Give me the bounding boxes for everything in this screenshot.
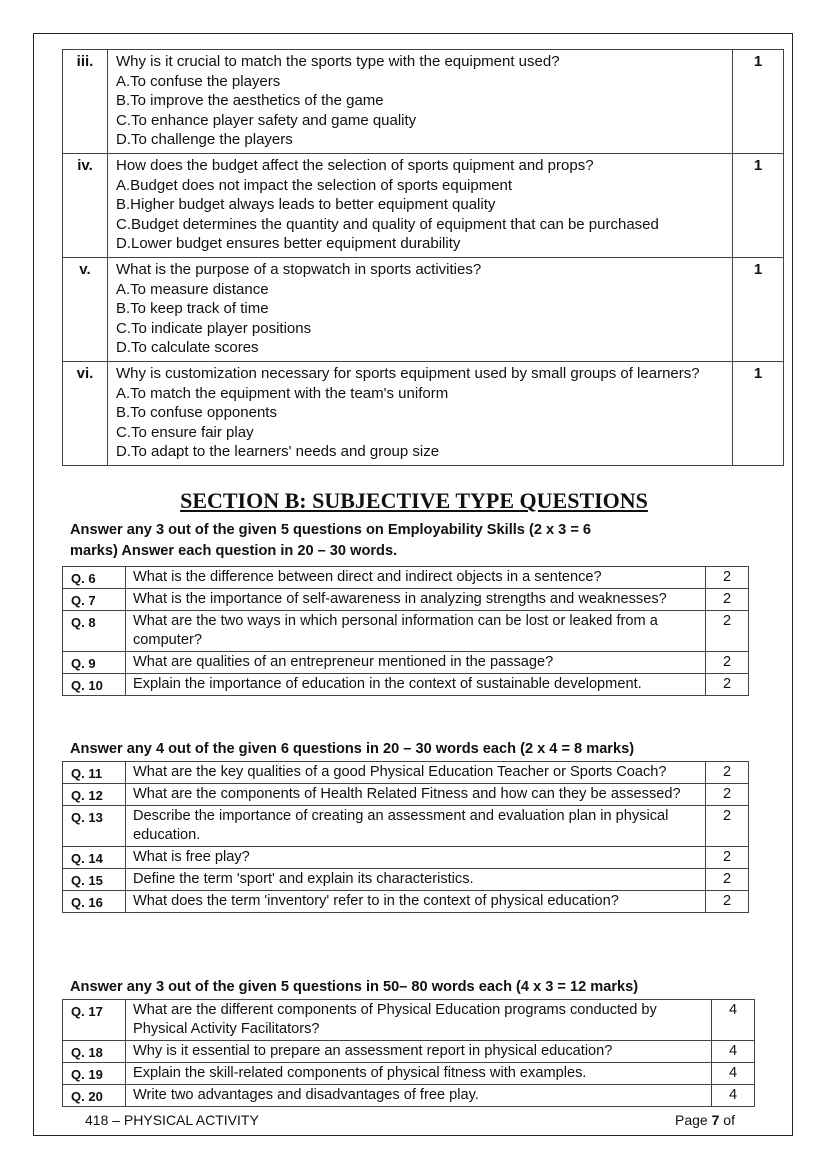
marks: 2 bbox=[706, 611, 749, 652]
page-number: 7 bbox=[711, 1112, 720, 1128]
question-cell bbox=[108, 257, 733, 361]
question-text: Define the term 'sport' and explain its characteristics. bbox=[126, 869, 706, 891]
question-text: Why is it crucial to match the sports type with the equipment used? bbox=[116, 53, 560, 70]
instruction-group3: Answer any 3 out of the given 5 questions in 50– 80 words each (4 x 3 = 12 marks) bbox=[70, 979, 639, 995]
question-number: Q. 12 bbox=[63, 784, 126, 806]
question-number: Q. 20 bbox=[63, 1085, 126, 1107]
marks: 4 bbox=[712, 1000, 755, 1041]
option-c: C.To enhance player safety and game quality bbox=[116, 111, 417, 129]
option-b: B.To confuse opponents bbox=[116, 404, 277, 422]
option-c: C.To ensure fair play bbox=[116, 423, 254, 441]
table-row bbox=[63, 1063, 755, 1085]
marks: 2 bbox=[706, 891, 749, 913]
instruction-group2: Answer any 4 out of the given 6 questions in 20 – 30 words each (2 x 4 = 8 marks) bbox=[70, 741, 635, 757]
option-b: B.To improve the aesthetics of the game bbox=[116, 92, 384, 110]
question-text: What is the purpose of a stopwatch in sports activities? bbox=[116, 260, 482, 278]
instruction-line: Answer any 3 out of the given 5 questions on Employability Skills (2 x 3 = 6 bbox=[70, 522, 592, 538]
question-text: What are the two ways in which personal information can be lost or leaked from a computer? bbox=[126, 611, 706, 652]
table-row bbox=[63, 869, 749, 891]
mcq-row bbox=[63, 50, 784, 154]
option-a: A.To match the equipment with the team's uniform bbox=[116, 384, 449, 402]
marks: 4 bbox=[712, 1041, 755, 1063]
marks: 1 bbox=[733, 153, 784, 257]
marks: 4 bbox=[712, 1085, 755, 1107]
question-number: Q. 11 bbox=[63, 762, 126, 784]
question-number: vi. bbox=[63, 361, 108, 465]
marks: 2 bbox=[706, 674, 749, 696]
table-row bbox=[63, 762, 749, 784]
question-number: v. bbox=[63, 257, 108, 361]
question-cell bbox=[108, 153, 733, 257]
question-text: Explain the skill-related components of physical fitness with examples. bbox=[126, 1063, 712, 1085]
question-text: How does the budget affect the selection of sports quipment and props? bbox=[116, 156, 594, 174]
question-text: Why is it essential to prepare an assessment report in physical education? bbox=[126, 1041, 712, 1063]
question-text: Why is customization necessary for sports equipment used by small groups of learners? bbox=[116, 364, 700, 382]
question-number: Q. 10 bbox=[63, 674, 126, 696]
question-number: Q. 16 bbox=[63, 891, 126, 913]
table-row bbox=[63, 891, 749, 913]
question-number: Q. 7 bbox=[63, 589, 126, 611]
question-text: What is the difference between direct and indirect objects in a sentence? bbox=[126, 567, 706, 589]
question-text: Describe the importance of creating an assessment and evaluation plan in physical education. bbox=[126, 806, 706, 847]
marks: 2 bbox=[706, 869, 749, 891]
mcq-table bbox=[62, 49, 784, 466]
question-text: Explain the importance of education in the context of sustainable development. bbox=[126, 674, 706, 696]
table-row bbox=[63, 847, 749, 869]
option-d: D.Lower budget ensures better equipment durability bbox=[116, 235, 461, 253]
option-b: B.Higher budget always leads to better equipment quality bbox=[116, 196, 496, 214]
question-number: Q. 14 bbox=[63, 847, 126, 869]
question-cell bbox=[108, 361, 733, 465]
table-row bbox=[63, 784, 749, 806]
employability-questions-table bbox=[62, 566, 749, 696]
option-a: A.Budget does not impact the selection of sports equipment bbox=[116, 176, 513, 194]
question-text: What is the importance of self-awareness in analyzing strengths and weaknesses? bbox=[126, 589, 706, 611]
marks: 2 bbox=[706, 589, 749, 611]
table-row bbox=[63, 1000, 755, 1041]
marks: 1 bbox=[733, 361, 784, 465]
question-number: iii. bbox=[63, 50, 108, 154]
long-answer-questions-table bbox=[62, 999, 755, 1107]
marks: 2 bbox=[706, 762, 749, 784]
table-row bbox=[63, 674, 749, 696]
table-row bbox=[63, 567, 749, 589]
page-suffix: of bbox=[723, 1112, 735, 1128]
mcq-row bbox=[63, 153, 784, 257]
mcq-row bbox=[63, 361, 784, 465]
question-text: What are the different components of Physical Education programs conducted by Physical Activity Facilitators? bbox=[126, 1000, 712, 1041]
option-d: D.To adapt to the learners' needs and group size bbox=[116, 443, 440, 461]
marks: 2 bbox=[706, 567, 749, 589]
physical-education-questions-table bbox=[62, 761, 749, 913]
question-number: Q. 8 bbox=[63, 611, 126, 652]
table-row bbox=[63, 806, 749, 847]
question-number: Q. 18 bbox=[63, 1041, 126, 1063]
table-row bbox=[63, 1041, 755, 1063]
marks: 1 bbox=[733, 257, 784, 361]
option-a: A.To measure distance bbox=[116, 280, 269, 298]
table-row bbox=[63, 652, 749, 674]
question-text: What is free play? bbox=[126, 847, 706, 869]
marks: 2 bbox=[706, 847, 749, 869]
marks: 1 bbox=[733, 50, 784, 154]
question-text: What are the components of Health Related Fitness and how can they be assessed? bbox=[126, 784, 706, 806]
table-row bbox=[63, 589, 749, 611]
instruction-employability bbox=[70, 520, 591, 562]
marks: 2 bbox=[706, 806, 749, 847]
option-c: C.Budget determines the quantity and quality of equipment that can be purchased bbox=[116, 215, 659, 233]
marks: 2 bbox=[706, 652, 749, 674]
instruction-line: marks) Answer each question in 20 – 30 words. bbox=[70, 543, 398, 559]
question-number: Q. 13 bbox=[63, 806, 126, 847]
table-row bbox=[63, 611, 749, 652]
option-d: D.To calculate scores bbox=[116, 339, 259, 357]
footer-page bbox=[675, 1112, 735, 1128]
page-prefix: Page bbox=[675, 1112, 708, 1128]
question-text: What are qualities of an entrepreneur mentioned in the passage? bbox=[126, 652, 706, 674]
question-text: Write two advantages and disadvantages of free play. bbox=[126, 1085, 712, 1107]
mcq-row bbox=[63, 257, 784, 361]
question-number: Q. 17 bbox=[63, 1000, 126, 1041]
option-a: A.To confuse the players bbox=[116, 72, 281, 90]
option-b: B.To keep track of time bbox=[116, 300, 269, 318]
marks: 2 bbox=[706, 784, 749, 806]
option-c: C.To indicate player positions bbox=[116, 319, 312, 337]
table-row bbox=[63, 1085, 755, 1107]
question-number: Q. 9 bbox=[63, 652, 126, 674]
question-cell bbox=[108, 50, 733, 154]
question-number: Q. 15 bbox=[63, 869, 126, 891]
footer-subject: 418 – PHYSICAL ACTIVITY bbox=[85, 1112, 259, 1128]
question-number: Q. 19 bbox=[63, 1063, 126, 1085]
option-d: D.To challenge the players bbox=[116, 131, 293, 149]
section-b-title: SECTION B: SUBJECTIVE TYPE QUESTIONS bbox=[180, 488, 648, 513]
question-number: iv. bbox=[63, 153, 108, 257]
question-text: What are the key qualities of a good Physical Education Teacher or Sports Coach? bbox=[126, 762, 706, 784]
marks: 4 bbox=[712, 1063, 755, 1085]
question-number: Q. 6 bbox=[63, 567, 126, 589]
question-text: What does the term 'inventory' refer to in the context of physical education? bbox=[126, 891, 706, 913]
